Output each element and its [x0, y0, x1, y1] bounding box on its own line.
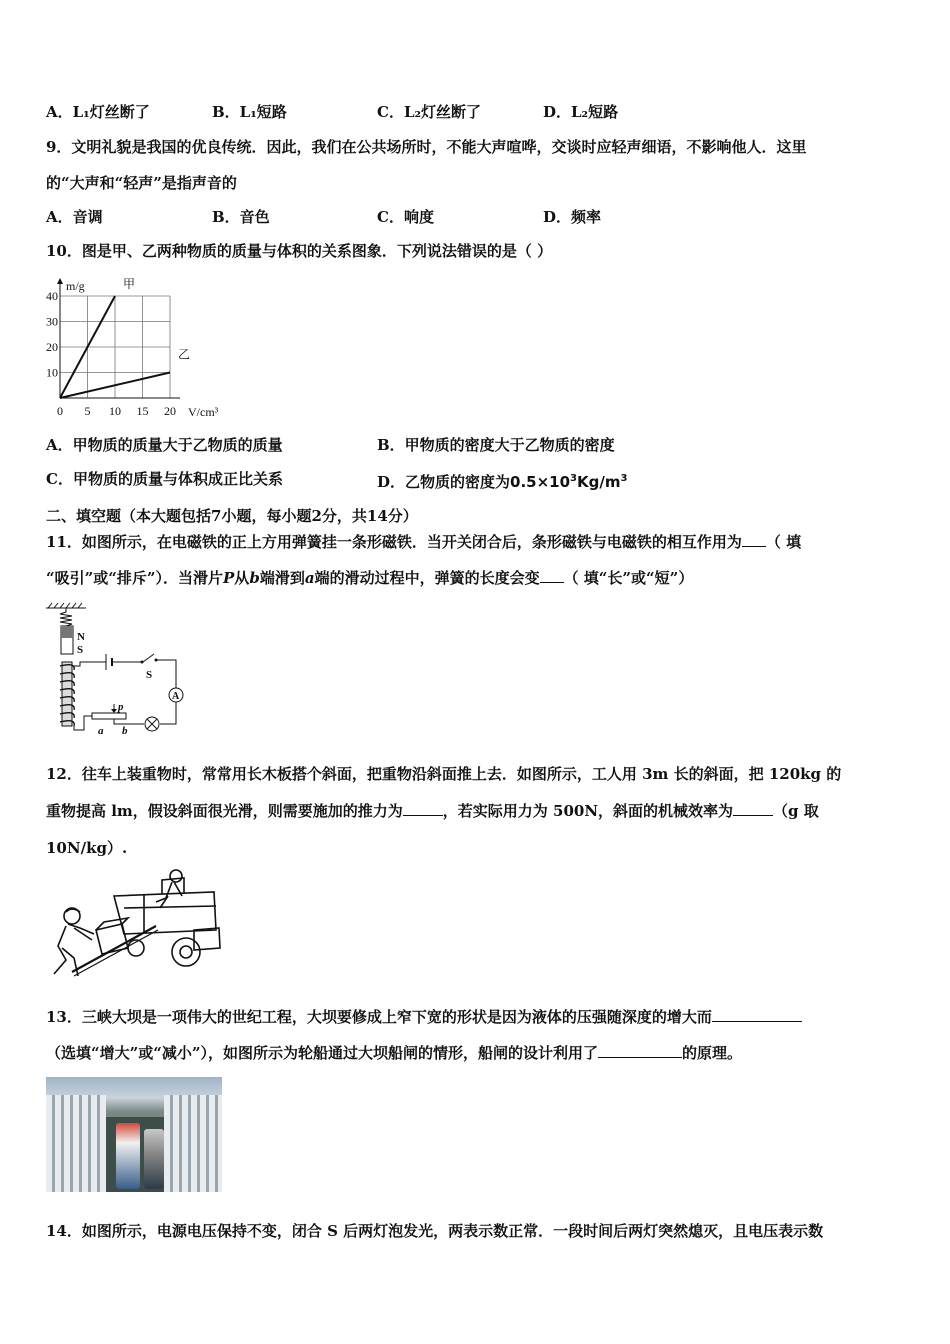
q12-text-2a: 重物提高 lm，假设斜面很光滑，则需要施加的推力为	[46, 802, 403, 820]
q12-blank-1	[403, 801, 443, 816]
q13-text-2a: （选填“增大”或“减小”），如图所示为轮船通过大坝船闸的情形，船闸的设计利用了	[46, 1044, 599, 1062]
mass-volume-chart	[40, 270, 240, 422]
electromagnet-core	[62, 662, 72, 726]
q11-var-b: b	[249, 569, 260, 587]
lock-wall-right	[164, 1095, 222, 1192]
q10-option-c: C．甲物质的质量与体积成正比关系	[46, 470, 283, 488]
density-unit: Kg/m	[577, 473, 621, 491]
q10-stem: 10．图是甲、乙两种物质的质量与体积的关系图象．下列说法错误的是（ ）	[46, 242, 553, 260]
q13-blank-1	[712, 1007, 802, 1022]
q14-stem-line1: 14．如图所示，电源电压保持不变，闭合 S 后两灯泡发光，两表示数正常．一段时间后两灯突然熄灭，且电压表示数	[46, 1222, 824, 1240]
q13-text-1: 13．三峡大坝是一项伟大的世纪工程，大坝要修成上窄下宽的形状是因为液体的压强随深度的增大而	[46, 1008, 712, 1026]
q10-option-b: B．甲物质的密度大于乙物质的密度	[377, 436, 615, 454]
q9-stem-line1: 9．文明礼貌是我国的优良传统．因此，我们在公共场所时，不能大声喧哗，交谈时应轻声细语，不影响他人．这里	[46, 138, 807, 156]
q12-text-2b: ，若实际用力为 500N，斜面的机械效率为	[442, 802, 734, 820]
x-tick-label: 0	[57, 404, 63, 418]
ship	[116, 1123, 140, 1189]
q11-blank-1	[742, 532, 766, 547]
x-tick-label: 5	[84, 404, 91, 418]
y-tick-label: 30	[46, 314, 58, 329]
x-tick-label: 15	[136, 404, 149, 418]
section-2-title: 二、填空题（本大题包括7小题，每小题2分，共14分）	[46, 507, 418, 525]
q12-stem-line2	[46, 801, 819, 821]
ship	[144, 1129, 164, 1189]
rheostat-a-label: a	[98, 725, 104, 737]
q11-text-1: 11．如图所示，在电磁铁的正上方用弹簧挂一条形磁铁．当开关闭合后，条形磁铁与电磁铁的相互作用为	[46, 533, 742, 551]
y-axis-label: m/g	[66, 279, 85, 293]
q12-blank-2	[733, 801, 773, 816]
q8-option-a: A．L₁灯丝断了	[46, 103, 150, 121]
q11-blank-2	[540, 568, 564, 583]
q11-var-a: a	[304, 569, 315, 587]
q13-blank-2	[598, 1043, 682, 1058]
q11-text-2d: 端的滑动过程中，弹簧的长度会变	[314, 569, 540, 587]
worker-on-truck-head	[170, 870, 182, 882]
q9-stem-line2: 的“大声和“轻声”是指声音的	[46, 174, 237, 192]
x-tick-label: 10	[109, 404, 121, 418]
q11-stem-line2	[46, 568, 693, 588]
q11-text-2-end: （ 填“长”或“短”）	[563, 569, 694, 587]
q11-text-2c: 端滑到	[259, 569, 305, 587]
q13-stem-line2	[46, 1043, 742, 1063]
series-label-yi: 乙	[178, 347, 191, 362]
q12-stem-line3: 10N/kg）.	[46, 839, 128, 857]
q11-stem-line1	[46, 532, 801, 552]
q13-text-2b: 的原理。	[682, 1044, 743, 1062]
magnet-n-label: N	[77, 631, 85, 643]
q11-text-1-end: （ 填	[765, 533, 802, 551]
x-tick-label: 20	[164, 404, 176, 418]
q10-option-a: A．甲物质的质量大于乙物质的质量	[46, 436, 283, 454]
three-gorges-ship-lock-photo	[46, 1077, 222, 1192]
y-tick-label: 20	[46, 340, 58, 354]
series-label-jia: 甲	[123, 277, 136, 291]
x-axis-label: V/cm³	[188, 405, 219, 419]
ammeter-label: A	[172, 691, 180, 702]
rheostat-b-label: b	[122, 725, 128, 737]
q9-option-c: C．响度	[377, 208, 434, 226]
spring	[60, 608, 72, 626]
magnet-s-label: S	[77, 644, 84, 656]
truck-wheel	[172, 938, 200, 966]
q8-option-d: D．L₂短路	[543, 103, 619, 121]
lock-wall-left	[46, 1095, 106, 1192]
rheostat	[92, 713, 126, 719]
y-tick-label: 10	[46, 365, 58, 380]
q11-text-2b: 从	[234, 569, 250, 587]
q8-option-b: B．L₁短路	[212, 103, 287, 121]
q10-option-d	[377, 469, 627, 492]
ceiling-hatch	[46, 603, 86, 608]
q10-option-d-prefix: D．乙物质的密度为	[377, 473, 511, 491]
slider-p-label: p	[118, 701, 124, 713]
density-unit-exponent: 3	[620, 473, 628, 484]
q9-option-b: B．音色	[212, 208, 270, 226]
q11-var-p: P	[223, 569, 235, 587]
q12-stem-line1: 12．往车上装重物时，常常用长木板搭个斜面，把重物沿斜面推上去．如图所示，工人用 3m 长的斜面，把 120kg 的	[46, 765, 842, 783]
chart-grid	[60, 296, 170, 398]
q13-stem-line1	[46, 1007, 802, 1027]
q11-text-2a: “吸引”或“排斥”）．当滑片	[46, 569, 224, 587]
incline-truck-illustration	[44, 868, 224, 984]
density-exponent: 3	[570, 473, 577, 484]
switch-s-label: S	[146, 669, 153, 681]
switch-lever	[143, 654, 154, 662]
chart-ticks	[46, 289, 176, 418]
q12-text-2c: （g 取	[773, 802, 819, 820]
y-axis-arrow	[57, 278, 63, 284]
q9-option-a: A．音调	[46, 208, 103, 226]
density-value: 0.5×10	[510, 473, 571, 491]
q9-option-d: D．频率	[543, 208, 602, 226]
electromagnet-circuit-diagram	[44, 602, 194, 742]
y-tick-label: 40	[46, 289, 58, 303]
q8-option-c: C．L₂灯丝断了	[377, 103, 482, 121]
